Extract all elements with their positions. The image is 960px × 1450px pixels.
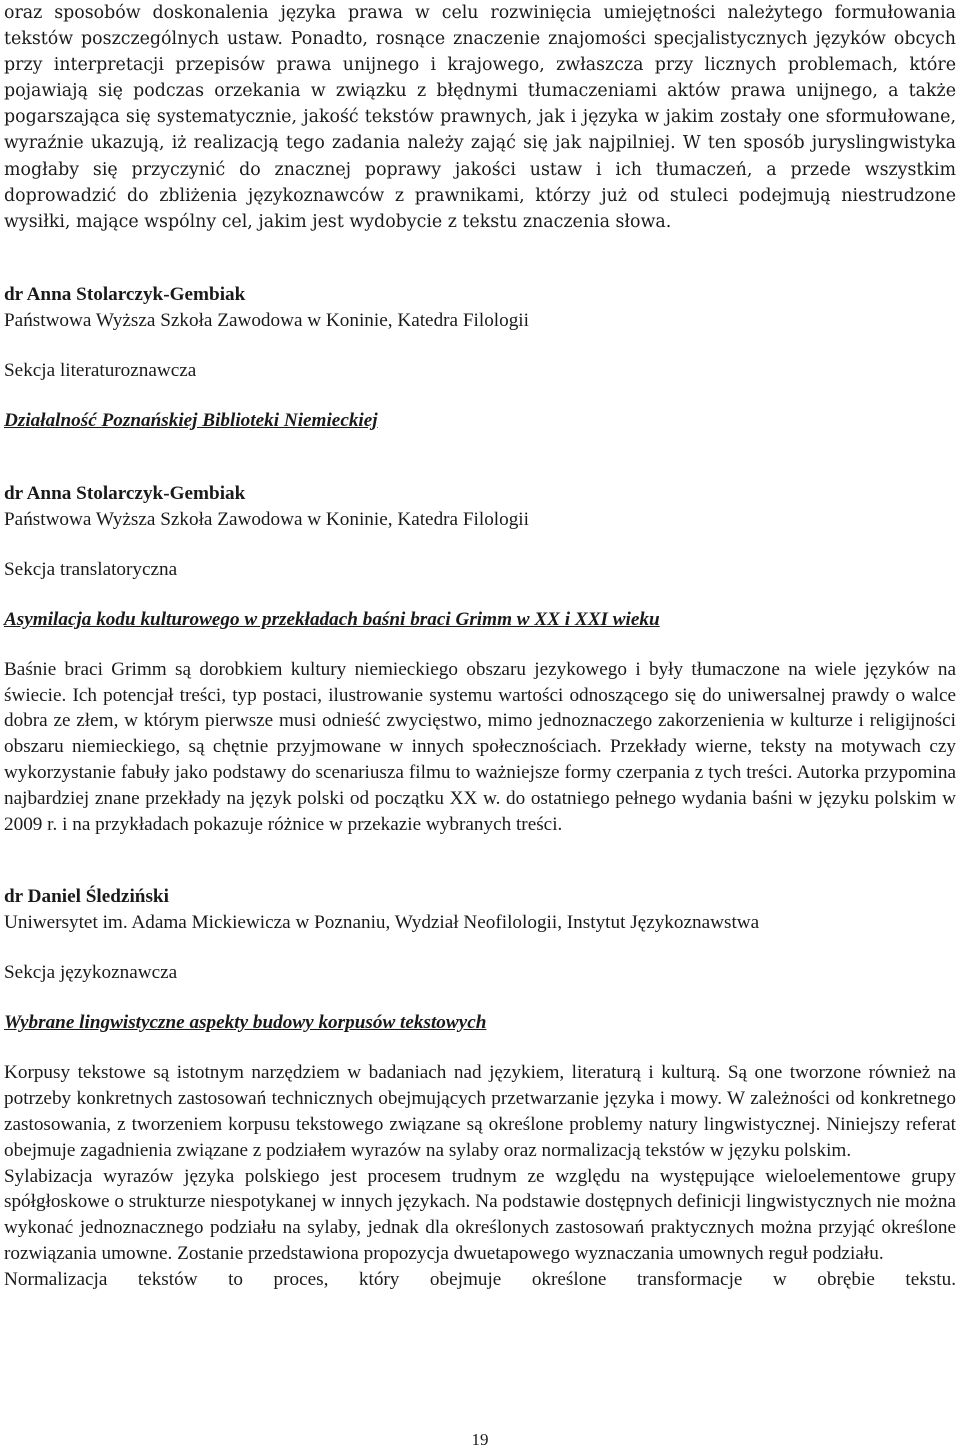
- spacer: [4, 986, 956, 1010]
- page-number: 19: [471, 1430, 489, 1449]
- document-page: [4, 0, 956, 1293]
- entry-author: dr Anna Stolarczyk-Gembiak: [4, 482, 246, 504]
- spacer: [4, 837, 956, 884]
- spacer: [4, 434, 956, 481]
- entry-section: Sekcja translatoryczna: [4, 558, 178, 580]
- entry-author: dr Daniel Śledziński: [4, 886, 169, 908]
- spacer: [4, 533, 956, 557]
- spacer: [4, 1036, 956, 1060]
- entry-title: Asymilacja kodu kulturowego w przekładach baśni braci Grimm w XX i XXI wieku: [4, 608, 660, 630]
- spacer: [4, 936, 956, 960]
- entry-affiliation: Państwowa Wyższa Szkoła Zawodowa w Koninie, Katedra Filologii: [4, 508, 529, 530]
- lead-paragraph: oraz sposobów doskonalenia języka prawa w celu rozwinięcia umiejętności należytego formułowania tekstów poszczególnych ustaw. Ponadto, rosnące znaczenie znajomości specjalistycznych języków obcych przy interpretacji przepisów prawa unijnego i krajowego, zwłaszcza przy licznych problemach, które pojawiają się podczas orzekania w związku z błędnymi tłumaczeniami aktów prawa unijnego, a także pogarszająca się systematycznie, jakość tekstów prawnych, jak i języka w jakim zostały one sformułowane, wyraźnie ukazują, iż realizacją tego zadania należy zająć się jak najpilniej. W ten sposób juryslingwistyka mogłaby się przyczynić do znacznej poprawy jakości ustaw i ich tłumaczeń, a przede wszystkim doprowadzić do zbliżenia językoznawców z prawnikami, którzy już od stuleci podejmują niestrudzone wysiłki, mające wspólny cel, jakim jest wydobycie z tekstu znaczenia słowa.: [4, 3, 956, 232]
- entry-1: [4, 282, 956, 434]
- entry-abstract-paragraph: Normalizacja tekstów to proces, który obejmuje określone transformacje w obrębie tekstu.: [4, 1268, 956, 1290]
- entry-abstract-paragraph: Korpusy tekstowe są istotnym narzędziem w badaniach nad językiem, literaturą i kulturą. Są one tworzone również na potrzeby konkretnych zastosowań technicznych obejmujących przetwarzanie języka i mowy. W zależności od konkretnego zastosowania, z tworzeniem korpusu tekstowego związane są określone problemy natury lingwistycznej. Niniejszy referat obejmuje zagadnienia związane z podziałem wyrazów na sylaby oraz normalizacją tekstów w języku polskim.: [4, 1062, 956, 1161]
- entry-section: Sekcja językoznawcza: [4, 962, 178, 984]
- entry-author: dr Anna Stolarczyk-Gembiak: [4, 283, 246, 305]
- entry-abstract-paragraph: Sylabizacja wyrazów języka polskiego jest procesem trudnym ze względu na występujące wieloelementowe grupy spółgłoskowe o strukturze niespotykanej w innych językach. Na podstawie dostępnych definicji lingwistycznych nie można wykonać jednoznacznego podziału na sylaby, jednak dla określonych zastosowań praktycznych można przyjąć określone rozwiązania umowne. Zostanie przedstawiona propozycja dwuetapowego wyznaczania umownych reguł podziału.: [4, 1165, 956, 1264]
- spacer: [4, 235, 956, 281]
- entry-affiliation: Państwowa Wyższa Szkoła Zawodowa w Koninie, Katedra Filologii: [4, 309, 529, 331]
- entry-abstract: Baśnie braci Grimm są dorobkiem kultury niemieckiego obszaru jezykowego i były tłumaczone na wiele języków na świecie. Ich potencjał treści, typ postaci, ilustrowanie systemu wartości odnoszącego się do uniwersalnej prawdy o walce dobra ze złem, w którym pierwsze musi odnieść zwycięstwo, mimo jednoznaczego zakorzenienia w kulturze i religijności obszaru niemieckiego, są chętnie przyjmowane w innych społecznościach. Przekłady wierne, teksty na motywach czy wykorzystanie fabuły jako podstawy do scenariusza filmu to ważniejsze formy czerpania z tych treści. Autorka przypomina najbardziej znane przekłady na język polski od początku XX w. do ostatniego pełnego wydania baśni w języku polskim w 2009 r. i na przykładach pokazuje różnice w przekazie wybranych treści.: [4, 658, 956, 835]
- entry-title: Wybrane lingwistyczne aspekty budowy korpusów tekstowych: [4, 1012, 487, 1034]
- spacer: [4, 384, 956, 408]
- entry-3: [4, 884, 956, 1292]
- entry-affiliation: Uniwersytet im. Adama Mickiewicza w Poznaniu, Wydział Neofilologii, Instytut Językoznawstwa: [4, 912, 760, 934]
- spacer: [4, 334, 956, 358]
- entry-2: [4, 481, 956, 838]
- entry-title: Działalność Poznańskiej Biblioteki Niemieckiej: [4, 409, 378, 431]
- spacer: [4, 633, 956, 657]
- entry-section: Sekcja literaturoznawcza: [4, 359, 197, 381]
- spacer: [4, 583, 956, 607]
